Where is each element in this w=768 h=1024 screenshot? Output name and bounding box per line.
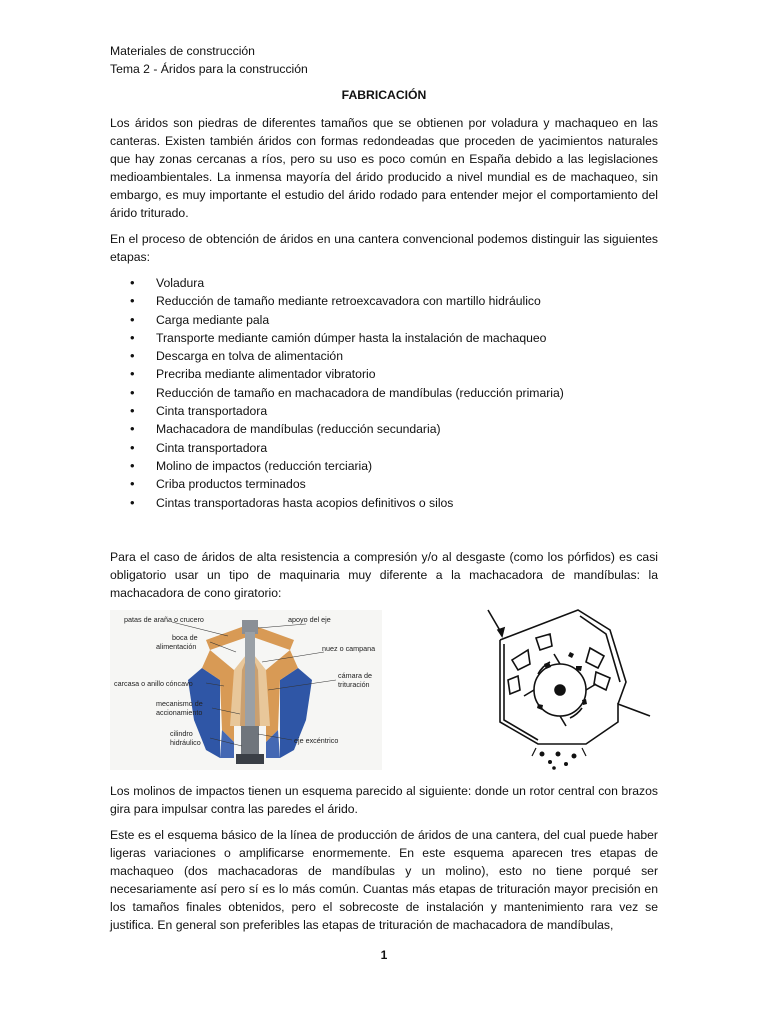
label-eje: eje excéntrico — [294, 735, 339, 745]
section-title: FABRICACIÓN — [341, 88, 427, 102]
list-item: • Cinta transportadora — [110, 439, 658, 457]
list-item: • Criba productos terminados — [110, 475, 658, 493]
paragraph-production-line: Este es el esquema básico de la línea de producción de áridos de una cantera, del cual puede haber ligeras variaciones o amplificarse enormemente. En este esquema aparecen tres etapas de machaqueo (dos machacadoras de mandíbulas y un molino), esto no tiene porqué ser necesariamente así pero sí es lo más común. Cuantas más etapas de trituración mayor precisión en los tamaños finales obtenidos, pero el sobrecoste de instalación y mantenimiento rara vez se justifica. En general son preferibles las etapas de trituración de machacadora de mandíbulas, — [110, 827, 658, 932]
paragraph-intro: Los áridos son piedras de diferentes tamaños que se obtienen por voladura y machaqueo en las canteras. Existen también áridos con formas redondeadas que proceden de yacimientos naturales que hay zonas cercanas a ríos, pero su uso es poco común en España debido a las legislaciones medioambientales. La inmensa mayoría del árido producido a nivel mundial es de machaqueo, sin embargo, es muy importante el estudio del árido rodado para entender mejor el comportamiento del árido triturado. — [110, 116, 658, 220]
paragraph-cone-crusher: Para el caso de áridos de alta resistencia a compresión y/o al desgaste (como los pórfidos) es casi obligatorio usar un tipo de maquinaria muy diferente a la machacadora de mandíbulas: la machacadora de cono giratorio: — [110, 549, 658, 600]
list-item: • Voladura — [110, 274, 658, 292]
label-boca-2: alimentación — [156, 641, 197, 651]
stages-list — [110, 274, 658, 512]
cone-crusher-figure — [110, 610, 382, 770]
label-camara-1: cámara de — [338, 670, 372, 680]
label-camara-2: trituración — [338, 679, 370, 689]
list-item: • Cintas transportadoras hasta acopios definitivos o silos — [110, 494, 658, 512]
list-item: • Transporte mediante camión dúmper hasta la instalación de machaqueo — [110, 329, 658, 347]
list-item: • Molino de impactos (reducción terciaria) — [110, 457, 658, 475]
label-carcasa: carcasa o anillo cóncavo — [114, 678, 193, 688]
label-patas: patas de araña o crucero — [124, 614, 204, 624]
list-item: • Reducción de tamaño mediante retroexcavadora con martillo hidráulico — [110, 292, 658, 310]
label-cilindro-1: cilindro — [170, 728, 193, 738]
label-mecanismo-2: accionamiento — [156, 707, 203, 717]
paragraph-stages-intro: En el proceso de obtención de áridos en una cantera convencional podemos distinguir las siguientes etapas: — [110, 232, 658, 264]
list-item: • Precriba mediante alimentador vibratorio — [110, 365, 658, 383]
label-mecanismo-1: mecanismo de — [156, 698, 203, 708]
figures-row — [110, 610, 658, 772]
label-boca-1: boca de — [172, 632, 198, 642]
impact-mill-figure — [478, 604, 660, 772]
list-item: • Machacadora de mandíbulas (reducción secundaria) — [110, 420, 658, 438]
document-page — [110, 42, 658, 942]
label-nuez: nuez o campana — [322, 643, 376, 653]
header-course: Materiales de construcción — [110, 44, 255, 58]
label-cilindro-2: hidráulico — [170, 737, 201, 747]
list-item: • Descarga en tolva de alimentación — [110, 347, 658, 365]
header-topic: Tema 2 - Áridos para la construcción — [110, 62, 308, 76]
spacer — [110, 520, 658, 548]
paragraph-impact-mill: Los molinos de impactos tienen un esquema parecido al siguiente: donde un rotor central con brazos gira para impulsar contra las paredes el árido. — [110, 783, 658, 816]
label-apoyo: apoyo del eje — [288, 614, 331, 624]
page-number: 1 — [380, 948, 388, 962]
list-item: • Carga mediante pala — [110, 311, 658, 329]
list-item: • Cinta transportadora — [110, 402, 658, 420]
list-item: • Reducción de tamaño en machacadora de mandíbulas (reducción primaria) — [110, 384, 658, 402]
